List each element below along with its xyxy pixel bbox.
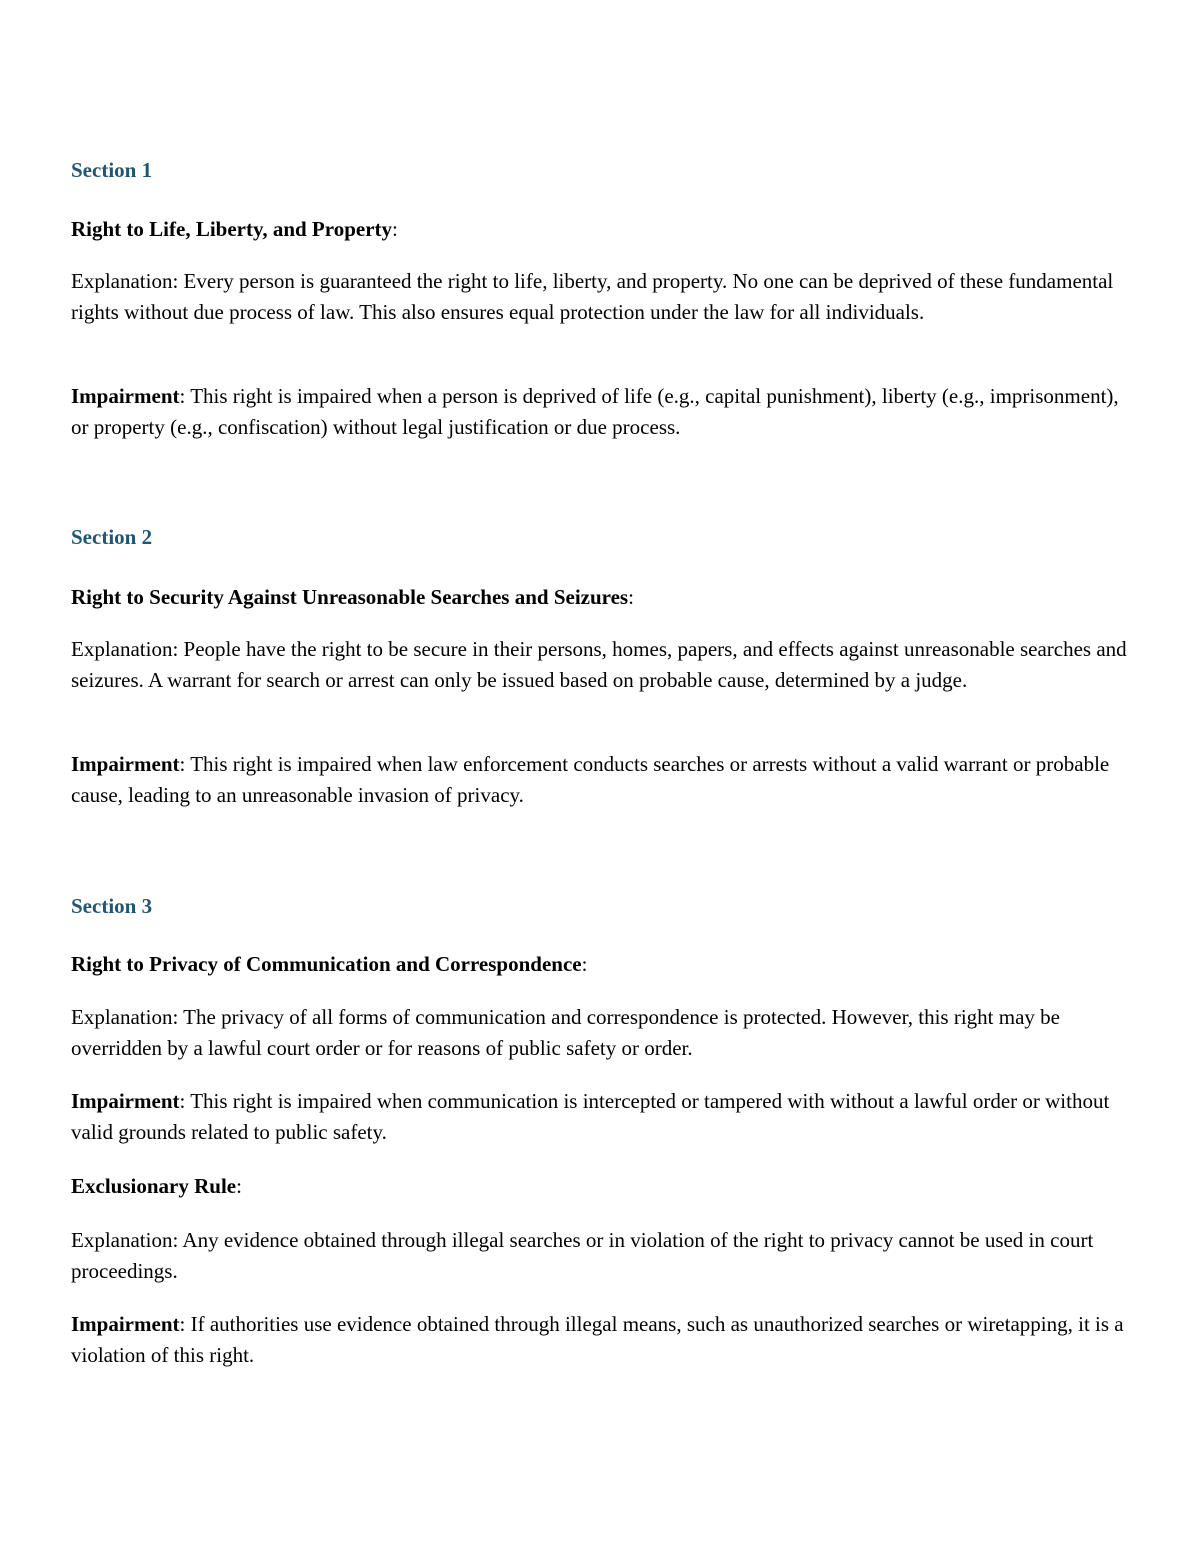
- impairment-label: Impairment: [71, 752, 180, 776]
- impairment-text: : If authorities use evidence obtained through illegal means, such as unauthorized searches or wiretapping, it is a violation of this right.: [71, 1312, 1124, 1367]
- right-title: [71, 951, 1141, 977]
- right-title-text: Right to Life, Liberty, and Property: [71, 217, 393, 241]
- right-title-suffix: :: [392, 217, 398, 241]
- impairment-paragraph: [71, 749, 1141, 810]
- right-title-text: Right to Security Against Unreasonable Searches and Seizures: [71, 585, 629, 609]
- right-title: [71, 1173, 1141, 1199]
- impairment-label: Impairment: [71, 1312, 180, 1336]
- right-title-text: Exclusionary Rule: [71, 1174, 237, 1198]
- explanation-paragraph: Explanation: People have the right to be secure in their persons, homes, papers, and effects against unreasonable searches and seizures. A warrant for search or arrest can only be issued based on probable cause, determined by a judge.: [71, 637, 1127, 692]
- right-title-suffix: :: [236, 1174, 242, 1198]
- explanation-paragraph: Explanation: Every person is guaranteed the right to life, liberty, and property. No one can be deprived of these fundamental rights without due process of law. This also ensures equal protection under the law for all individuals.: [71, 269, 1114, 324]
- impairment-paragraph: [71, 1086, 1141, 1147]
- section-heading: Section 1: [71, 158, 153, 182]
- right-title-suffix: :: [628, 585, 634, 609]
- right-title: [71, 216, 1141, 242]
- section-heading: Section 3: [71, 894, 153, 918]
- explanation-paragraph: Explanation: The privacy of all forms of communication and correspondence is protected. However, this right may be overridden by a lawful court order or for reasons of public safety or order.: [71, 1005, 1060, 1060]
- impairment-text: : This right is impaired when communication is intercepted or tampered with without a lawful order or without valid grounds related to public safety.: [71, 1089, 1110, 1144]
- explanation-paragraph: Explanation: Any evidence obtained through illegal searches or in violation of the right to privacy cannot be used in court proceedings.: [71, 1228, 1094, 1283]
- impairment-label: Impairment: [71, 384, 180, 408]
- impairment-label: Impairment: [71, 1089, 180, 1113]
- impairment-paragraph: [71, 381, 1141, 442]
- impairment-text: : This right is impaired when law enforcement conducts searches or arrests without a valid warrant or probable cause, leading to an unreasonable invasion of privacy.: [71, 752, 1110, 807]
- impairment-text: : This right is impaired when a person is deprived of life (e.g., capital punishment), liberty (e.g., imprisonment), or property (e.g., confiscation) without legal justification or due process.: [71, 384, 1119, 439]
- impairment-paragraph: [71, 1309, 1141, 1370]
- right-title-suffix: :: [581, 952, 588, 976]
- right-title: [71, 584, 1141, 610]
- section-heading: Section 2: [71, 525, 153, 549]
- right-title-text: Right to Privacy of Communication and Correspondence: [71, 952, 582, 976]
